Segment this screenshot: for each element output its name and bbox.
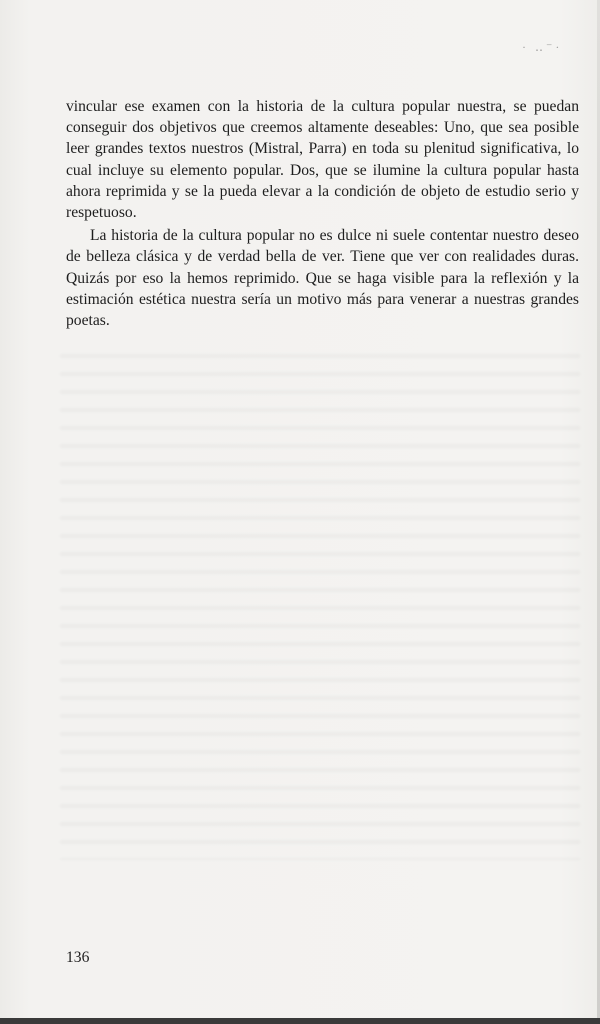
paragraph-continued: vincular ese examen con la historia de la cultura popular nuestra, se puedan conseguir dos objetivos que creemos altamente deseables: Uno, que sea posible leer grandes textos nuestros (Mistral, Parra) en toda su plenitud significativa, lo cual incluye su elemento popular. Dos, que se ilumine la cultura popular hasta ahora reprimida y se la pueda elevar a la condición de objeto de estudio serio y respetuoso. xyxy=(66,98,579,222)
paragraph: La historia de la cultura popular no es dulce ni suele contentar nuestro deseo de belleza clásica y de verdad bella de ver. Tiene que ver con realidades duras. Quizás por eso la hemos reprimido. Que se haga visible para la reflexión y la estimación estética nuestra sería un motivo más para venerar a nuestras grandes poetas. xyxy=(66,227,579,330)
body-text xyxy=(66,96,579,331)
bleed-through-texture xyxy=(60,340,580,860)
corner-smudge: · ‥⁻· xyxy=(522,40,563,54)
page-number: 136 xyxy=(66,949,90,966)
scan-border xyxy=(0,1018,600,1024)
